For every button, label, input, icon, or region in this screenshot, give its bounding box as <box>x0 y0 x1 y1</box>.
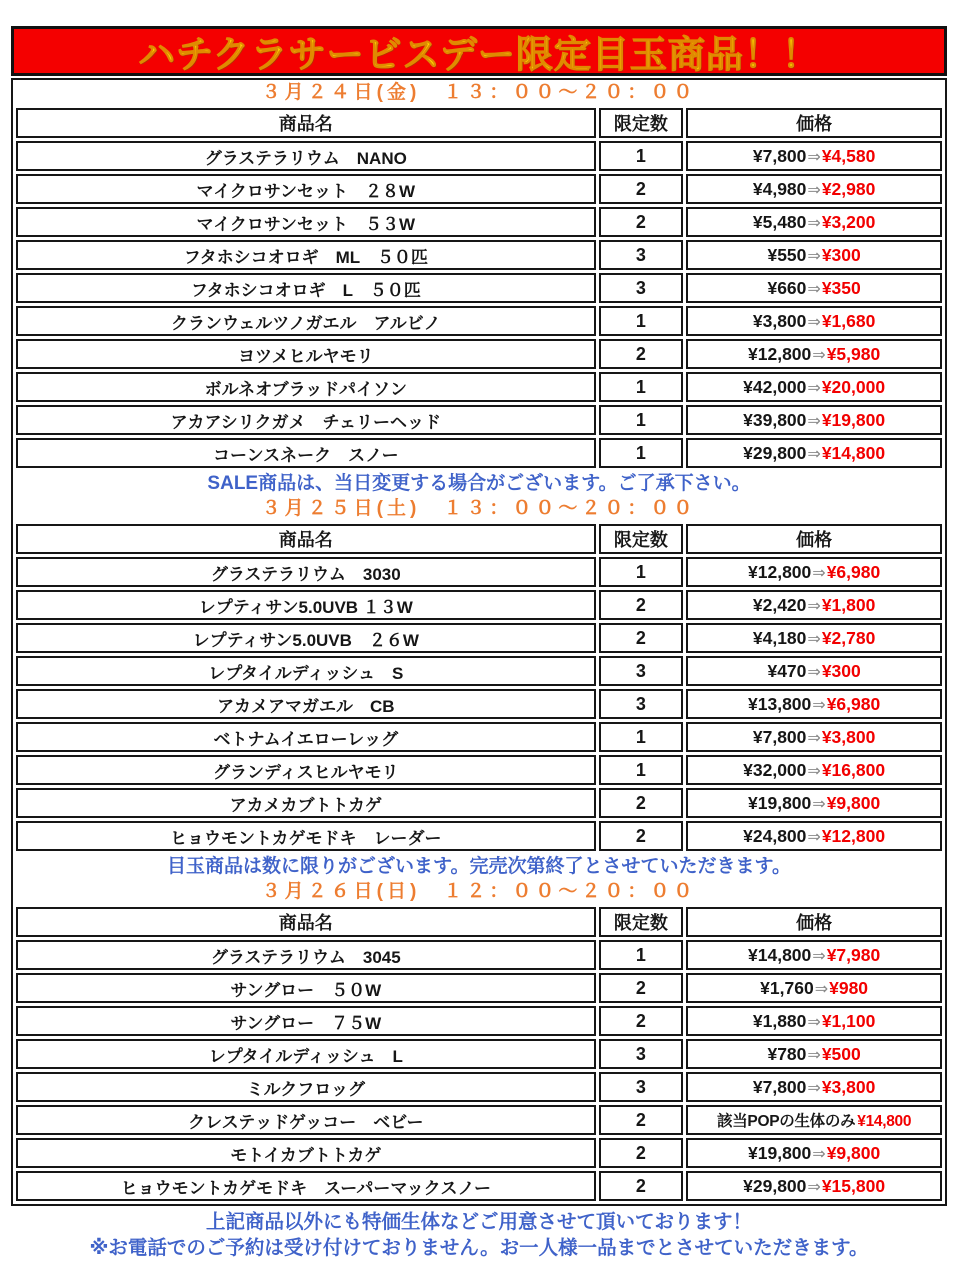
product-name-cell: グラステラリウム NANO <box>16 141 596 171</box>
new-price: ¥9,800 <box>826 1142 881 1163</box>
limit-qty-cell: 2 <box>599 1138 684 1168</box>
table-row <box>16 788 942 818</box>
sale-day-section <box>13 879 945 1204</box>
price-arrow-icon: ⇒ <box>814 980 829 998</box>
limit-qty-cell: 3 <box>599 656 684 686</box>
table-row <box>16 1006 942 1036</box>
limit-qty-cell: 2 <box>599 821 684 851</box>
old-price: ¥1,880 <box>752 1010 807 1031</box>
product-name-cell: フタホシコオロギ ML ５０匹 <box>16 240 596 270</box>
page-title: ハチクラサービスデー限定目玉商品！！ <box>138 34 820 75</box>
new-price: ¥980 <box>829 977 869 998</box>
product-name-cell: ヒョウモントカゲモドキ レーダー <box>16 821 596 851</box>
new-price: ¥1,680 <box>821 310 876 331</box>
limit-qty-cell: 3 <box>599 1072 684 1102</box>
table-row <box>16 306 942 336</box>
price-cell <box>686 656 942 686</box>
table-row <box>16 438 942 468</box>
product-name-cell: レプタイルディッシュ L <box>16 1039 596 1069</box>
limit-qty-cell: 1 <box>599 940 684 970</box>
table-row <box>16 174 942 204</box>
table-row <box>16 722 942 752</box>
price-cell <box>686 273 942 303</box>
price-cell <box>686 940 942 970</box>
limit-qty-cell: 1 <box>599 141 684 171</box>
price-cell <box>686 174 942 204</box>
new-price: ¥4,580 <box>821 145 876 166</box>
new-price: ¥16,800 <box>821 759 886 780</box>
new-price: ¥20,000 <box>821 376 886 397</box>
limit-qty-cell: 2 <box>599 788 684 818</box>
price-arrow-icon: ⇒ <box>812 564 826 582</box>
new-price: ¥12,800 <box>821 825 886 846</box>
sheet <box>11 78 947 1206</box>
product-name-cell: アカアシリクガメ チェリーヘッド <box>16 405 596 435</box>
limit-qty-cell: 2 <box>599 590 684 620</box>
product-name-cell: グラステラリウム 3045 <box>16 940 596 970</box>
old-price: ¥19,800 <box>748 792 812 813</box>
table-row <box>16 821 942 851</box>
old-price: ¥660 <box>767 277 807 298</box>
new-price: ¥1,800 <box>821 594 876 615</box>
new-price: ¥6,980 <box>826 561 881 582</box>
product-name-cell: クランウェルツノガエル アルビノ <box>16 306 596 336</box>
old-price: ¥2,420 <box>752 594 807 615</box>
new-price: ¥3,800 <box>821 1076 876 1097</box>
price-cell <box>686 1006 942 1036</box>
product-name-cell: グランディスヒルヤモリ <box>16 755 596 785</box>
new-price: ¥9,800 <box>826 792 881 813</box>
table-row <box>16 405 942 435</box>
price-cell <box>686 306 942 336</box>
product-name-cell: フタホシコオロギ L ５０匹 <box>16 273 596 303</box>
old-price: ¥7,800 <box>752 145 807 166</box>
product-name-cell: ミルクフロッグ <box>16 1072 596 1102</box>
product-name-cell: アカメカブトトカゲ <box>16 788 596 818</box>
limit-qty-cell: 3 <box>599 689 684 719</box>
price-cell <box>686 141 942 171</box>
price-cell <box>686 755 942 785</box>
column-header-price: 価格 <box>686 108 942 138</box>
old-price: ¥29,800 <box>743 442 807 463</box>
old-price: ¥13,800 <box>748 693 812 714</box>
limit-qty-cell: 2 <box>599 174 684 204</box>
price-arrow-icon: ⇒ <box>812 947 826 965</box>
price-arrow-icon: ⇒ <box>807 1013 821 1031</box>
table-row <box>16 557 942 587</box>
price-cell <box>686 689 942 719</box>
price-cell <box>686 372 942 402</box>
column-header-product-name: 商品名 <box>16 524 596 554</box>
price-arrow-icon: ⇒ <box>807 148 821 166</box>
new-price: ¥15,800 <box>821 1175 886 1196</box>
price-cell <box>686 1072 942 1102</box>
price-cell <box>686 1171 942 1201</box>
limit-qty-cell: 1 <box>599 306 684 336</box>
price-arrow-icon: ⇒ <box>807 379 821 397</box>
price-cell <box>686 207 942 237</box>
column-header-limit-qty: 限定数 <box>599 108 684 138</box>
table-row <box>16 240 942 270</box>
table-row <box>16 973 942 1003</box>
product-name-cell: マイクロサンセット ２８W <box>16 174 596 204</box>
price-arrow-icon: ⇒ <box>807 214 821 232</box>
new-price: ¥500 <box>821 1043 861 1064</box>
price-cell <box>686 788 942 818</box>
section-note: 目玉商品は数に限りがございます。完売次第終了とさせていただきます。 <box>167 856 791 877</box>
product-name-cell: ボルネオブラッドパイソン <box>16 372 596 402</box>
old-price: ¥7,800 <box>752 1076 807 1097</box>
product-name-cell: レプティサン5.0UVB ２６W <box>16 623 596 653</box>
date-header: ３月２５日(土) １３：００～２０：００ <box>261 498 697 519</box>
price-arrow-icon: ⇒ <box>812 346 826 364</box>
column-header-price: 価格 <box>686 907 942 937</box>
table-row <box>16 755 942 785</box>
limit-qty-cell: 2 <box>599 623 684 653</box>
header-row <box>16 907 942 937</box>
old-price: ¥470 <box>767 660 807 681</box>
price-arrow-icon: ⇒ <box>807 828 821 846</box>
header-row <box>16 108 942 138</box>
table-row <box>16 940 942 970</box>
price-cell <box>686 438 942 468</box>
new-price: ¥1,100 <box>821 1010 876 1031</box>
old-price: ¥32,000 <box>743 759 807 780</box>
table-row <box>16 1138 942 1168</box>
column-header-price: 価格 <box>686 524 942 554</box>
product-name-cell: ヒョウモントカゲモドキ スーパーマックスノー <box>16 1171 596 1201</box>
column-header-limit-qty: 限定数 <box>599 524 684 554</box>
limit-qty-cell: 1 <box>599 438 684 468</box>
product-name-cell: グラステラリウム 3030 <box>16 557 596 587</box>
price-arrow-icon: ⇒ <box>807 412 821 430</box>
product-name-cell: ベトナムイエローレッグ <box>16 722 596 752</box>
price-cell <box>686 405 942 435</box>
price-arrow-icon: ⇒ <box>807 663 821 681</box>
price-cell <box>686 240 942 270</box>
old-price: ¥24,800 <box>743 825 807 846</box>
new-price: ¥2,980 <box>821 178 876 199</box>
price-arrow-icon: ⇒ <box>807 247 821 265</box>
old-price: ¥12,800 <box>748 561 812 582</box>
price-cell <box>686 821 942 851</box>
table-row <box>16 1039 942 1069</box>
product-name-cell: コーンスネーク スノー <box>16 438 596 468</box>
new-price: ¥300 <box>821 244 861 265</box>
new-price: ¥7,980 <box>826 944 881 965</box>
product-name-cell: マイクロサンセット ５３W <box>16 207 596 237</box>
price-arrow-icon: ⇒ <box>807 597 821 615</box>
price-arrow-icon: ⇒ <box>807 313 821 331</box>
limit-qty-cell: 2 <box>599 339 684 369</box>
price-arrow-icon: ⇒ <box>812 696 826 714</box>
price-arrow-icon: ⇒ <box>812 795 826 813</box>
new-price: ¥2,780 <box>821 627 876 648</box>
old-price: ¥29,800 <box>743 1175 807 1196</box>
price-arrow-icon: ⇒ <box>807 630 821 648</box>
products-table <box>13 105 945 471</box>
date-header: ３月２４日(金) １３：００～２０：００ <box>261 82 697 103</box>
table-row <box>16 590 942 620</box>
new-price: ¥3,800 <box>821 726 876 747</box>
old-price: ¥12,800 <box>748 343 812 364</box>
price-arrow-icon: ⇒ <box>807 762 821 780</box>
header-row <box>16 524 942 554</box>
limit-qty-cell: 3 <box>599 273 684 303</box>
limit-qty-cell: 3 <box>599 1039 684 1069</box>
old-price: ¥780 <box>767 1043 807 1064</box>
product-name-cell: モトイカブトトカゲ <box>16 1138 596 1168</box>
limit-qty-cell: 2 <box>599 973 684 1003</box>
limit-qty-cell: 1 <box>599 755 684 785</box>
new-price: ¥350 <box>821 277 861 298</box>
limit-qty-cell: 2 <box>599 1171 684 1201</box>
price-cell <box>686 623 942 653</box>
sale-day-section <box>13 496 945 879</box>
footer-note-2: ※お電話でのご予約は受け付けておりません。お一人様一品までとさせていただきます。 <box>89 1237 869 1259</box>
column-header-product-name: 商品名 <box>16 907 596 937</box>
old-price: ¥4,180 <box>752 627 807 648</box>
new-price: ¥19,800 <box>821 409 886 430</box>
limit-qty-cell: 3 <box>599 240 684 270</box>
table-row <box>16 1105 942 1135</box>
section-note: SALE商品は、当日変更する場合がございます。ご了承下さい。 <box>207 473 751 494</box>
old-price: ¥7,800 <box>752 726 807 747</box>
price-arrow-icon: ⇒ <box>807 181 821 199</box>
product-name-cell: クレステッドゲッコー ベビー <box>16 1105 596 1135</box>
table-row <box>16 689 942 719</box>
limit-qty-cell: 1 <box>599 405 684 435</box>
old-price: ¥42,000 <box>743 376 807 397</box>
price-cell <box>686 1105 942 1135</box>
new-price: ¥6,980 <box>826 693 881 714</box>
title-banner <box>11 26 947 76</box>
old-price: ¥5,480 <box>752 211 807 232</box>
price-arrow-icon: ⇒ <box>807 1046 821 1064</box>
product-name-cell: サングロー ５０W <box>16 973 596 1003</box>
old-price: ¥550 <box>767 244 807 265</box>
product-name-cell: レプティサン5.0UVB １３W <box>16 590 596 620</box>
price-arrow-icon: ⇒ <box>807 1079 821 1097</box>
product-name-cell: アカメアマガエル CB <box>16 689 596 719</box>
old-price: ¥39,800 <box>743 409 807 430</box>
product-name-cell: ヨツメヒルヤモリ <box>16 339 596 369</box>
new-price: ¥300 <box>821 660 861 681</box>
limit-qty-cell: 2 <box>599 207 684 237</box>
new-price: ¥14,800 <box>821 442 886 463</box>
old-price: 該当POPの生体のみ <box>717 1113 856 1130</box>
table-row <box>16 1171 942 1201</box>
products-table <box>13 904 945 1204</box>
price-arrow-icon: ⇒ <box>807 445 821 463</box>
limit-qty-cell: 2 <box>599 1006 684 1036</box>
table-row <box>16 207 942 237</box>
footer-note-1: 上記商品以外にも特価生体などご用意させて頂いております！ <box>205 1211 752 1233</box>
table-row <box>16 1072 942 1102</box>
footer <box>11 1209 947 1261</box>
table-row <box>16 141 942 171</box>
price-cell <box>686 590 942 620</box>
price-cell <box>686 973 942 1003</box>
column-header-product-name: 商品名 <box>16 108 596 138</box>
product-name-cell: レプタイルディッシュ S <box>16 656 596 686</box>
table-row <box>16 623 942 653</box>
price-arrow-icon: ⇒ <box>807 280 821 298</box>
old-price: ¥14,800 <box>748 944 812 965</box>
new-price: ¥3,200 <box>821 211 876 232</box>
table-row <box>16 372 942 402</box>
limit-qty-cell: 2 <box>599 1105 684 1135</box>
table-row <box>16 339 942 369</box>
price-cell <box>686 557 942 587</box>
old-price: ¥19,800 <box>748 1142 812 1163</box>
limit-qty-cell: 1 <box>599 557 684 587</box>
price-arrow-icon: ⇒ <box>807 1178 821 1196</box>
price-cell <box>686 722 942 752</box>
old-price: ¥4,980 <box>752 178 807 199</box>
price-arrow-icon: ⇒ <box>807 729 821 747</box>
sale-day-section <box>13 80 945 496</box>
price-cell <box>686 1138 942 1168</box>
old-price: ¥3,800 <box>752 310 807 331</box>
date-header: ３月２６日(日) １２：００～２０：００ <box>261 881 697 902</box>
column-header-limit-qty: 限定数 <box>599 907 684 937</box>
new-price: ¥5,980 <box>826 343 881 364</box>
price-arrow-icon: ⇒ <box>812 1145 826 1163</box>
price-cell <box>686 339 942 369</box>
limit-qty-cell: 1 <box>599 722 684 752</box>
products-table <box>13 521 945 854</box>
new-price: ¥14,800 <box>857 1113 912 1130</box>
table-row <box>16 273 942 303</box>
table-row <box>16 656 942 686</box>
product-name-cell: サングロー ７５W <box>16 1006 596 1036</box>
price-cell <box>686 1039 942 1069</box>
limit-qty-cell: 1 <box>599 372 684 402</box>
old-price: ¥1,760 <box>760 977 814 998</box>
